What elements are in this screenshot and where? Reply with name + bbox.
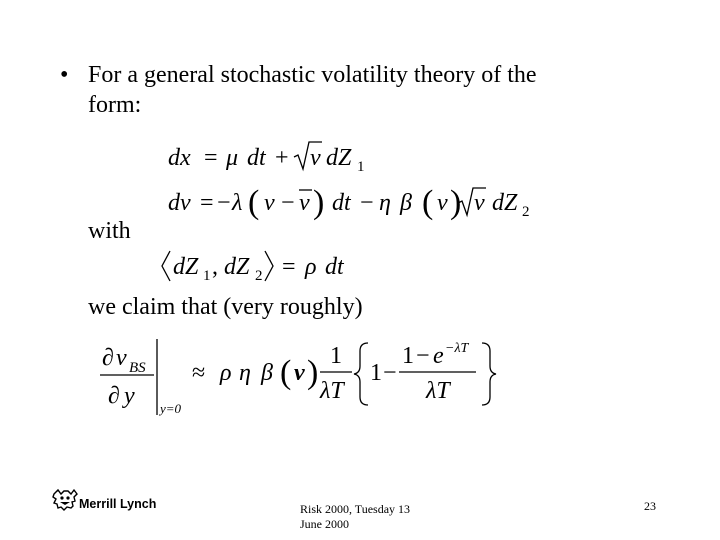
eq1-mu: μ — [226, 145, 239, 171]
eq2-v3: v — [474, 190, 485, 216]
eq3-equals: = — [282, 254, 296, 280]
eq4-v: v — [294, 360, 305, 386]
eq2-beta: β — [400, 190, 412, 216]
eq3-sub2: 2 — [255, 268, 263, 284]
eq2-v2: v — [437, 190, 448, 216]
equation-correlation — [160, 248, 370, 288]
left-brace — [354, 343, 368, 405]
eq4-minus-2: − — [416, 343, 430, 369]
eq2-subscript: 2 — [522, 204, 530, 220]
left-angle-bracket — [162, 251, 170, 281]
eq4-approx: ≈ — [192, 360, 206, 386]
eq3-sub1: 1 — [203, 268, 211, 284]
eq1-lhs: dx — [168, 145, 191, 171]
eq4-one-num-2: 1 — [402, 343, 414, 369]
left-paren-2: ( — [422, 184, 434, 221]
eq3-rho: ρ — [305, 254, 317, 280]
eq3-comma: , — [212, 254, 218, 280]
eq2-minus: − — [217, 190, 231, 216]
bullet-line-2: form: — [88, 92, 142, 118]
eq4-e: e — [433, 343, 444, 369]
eq2-dt: dt — [332, 190, 351, 216]
eq4-lambdaT-2: λT — [426, 378, 450, 404]
eq1-subscript: 1 — [357, 159, 365, 175]
eq2-lhs: dv — [168, 190, 191, 216]
footer-caption — [300, 502, 450, 532]
right-angle-bracket — [265, 251, 273, 281]
eq4-exponent: −λT — [445, 341, 469, 356]
claim-label: we claim that (very roughly) — [88, 294, 363, 320]
with-label: with — [88, 218, 131, 244]
eq2-eta: η — [379, 190, 391, 216]
eq1-equals: = — [204, 145, 218, 171]
eq4-partial-den: ∂ — [108, 383, 120, 409]
eq4-one-num: 1 — [330, 343, 342, 369]
equation-skew-approximation — [96, 335, 516, 425]
eq2-equals: = — [200, 190, 214, 216]
caption-line-1: Risk 2000, Tuesday 13 — [300, 502, 411, 516]
eq1-plus: + — [275, 145, 289, 171]
eq4-vBS: v — [116, 345, 127, 371]
left-paren: ( — [280, 354, 292, 391]
eq4-vBS-subscript: BS — [129, 360, 146, 376]
merrill-lynch-logo — [52, 488, 177, 518]
eq2-lambda: λ — [232, 190, 243, 216]
equation-dv — [160, 182, 540, 226]
eq2-dZ: dZ — [492, 190, 518, 216]
eq4-beta: β — [261, 360, 273, 386]
eq1-v: v — [310, 145, 321, 171]
eq4-one-lead: 1 — [370, 360, 382, 386]
eq4-partial-num: ∂ — [102, 345, 114, 371]
left-paren: ( — [248, 184, 260, 221]
bullet-line-1: For a general stochastic volatility theory of the — [88, 62, 537, 88]
logo-wordmark: Merrill Lynch — [79, 497, 157, 511]
right-paren-2: ) — [450, 184, 462, 221]
bullet-marker: • — [60, 62, 69, 88]
right-paren: ) — [307, 354, 319, 391]
eq4-y: y — [124, 383, 135, 409]
eq3-dZ1: dZ — [173, 254, 199, 280]
bullet-text — [88, 60, 648, 120]
eq3-dt: dt — [325, 254, 344, 280]
bull-icon — [53, 490, 77, 510]
eq3-dZ2: dZ — [224, 254, 250, 280]
eq4-minus: − — [383, 360, 397, 386]
eq4-rho: ρ — [220, 360, 232, 386]
eq2-v1: v — [264, 190, 275, 216]
eq1-dt: dt — [247, 145, 266, 171]
caption-line-2: June 2000 — [300, 517, 349, 531]
eq2-minus2: − — [281, 190, 295, 216]
eq4-lambdaT: λT — [320, 378, 344, 404]
eq1-dZ: dZ — [326, 145, 352, 171]
equation-dx — [160, 140, 380, 176]
eq2-minus3: − — [360, 190, 374, 216]
right-paren: ) — [313, 184, 325, 221]
eq4-eval-at: y=0 — [160, 401, 182, 416]
page-number: 23 — [644, 499, 656, 513]
eq2-vbar: v — [299, 190, 310, 216]
eq4-eta: η — [239, 360, 251, 386]
right-brace — [482, 343, 496, 405]
